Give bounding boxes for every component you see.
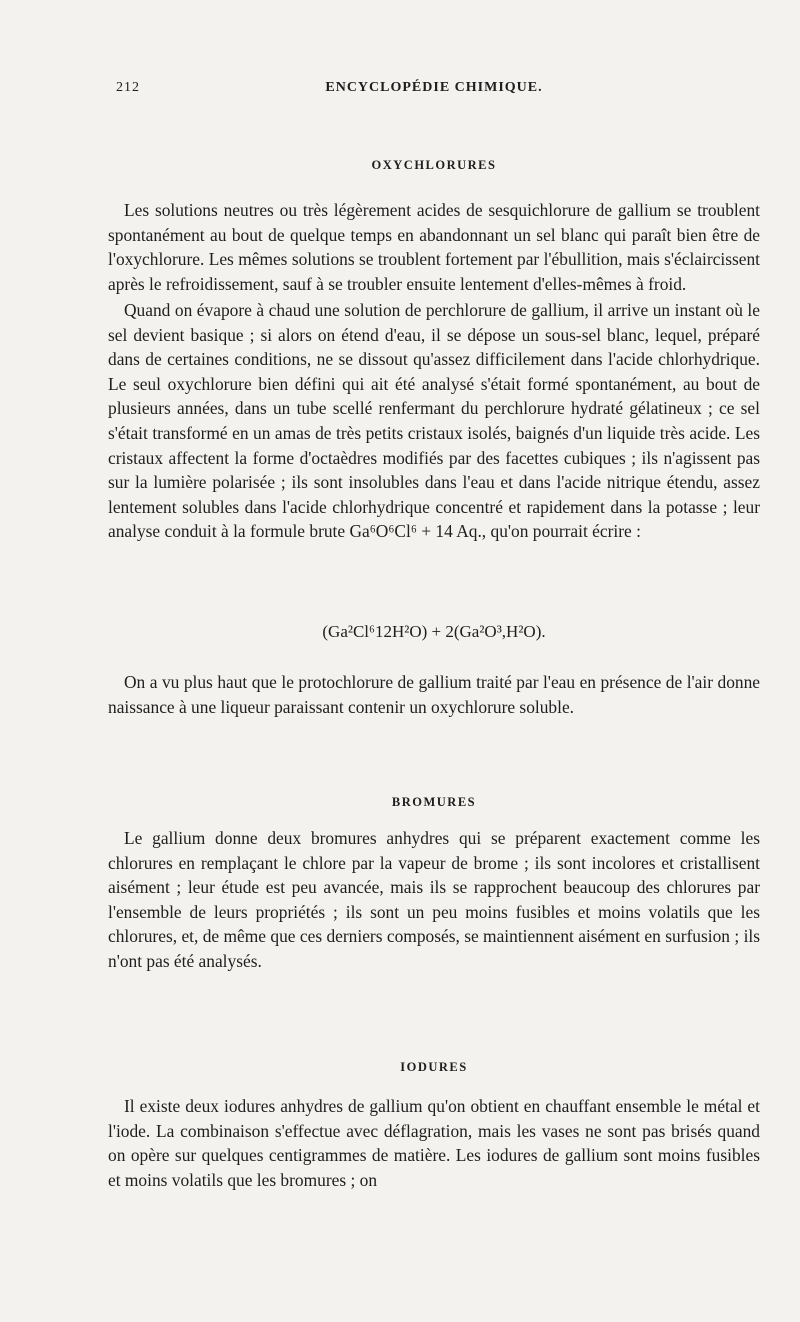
running-title: ENCYCLOPÉDIE CHIMIQUE. (325, 80, 543, 95)
paragraph-oxychlorures-2-text: Quand on évapore à chaud une solution de perchlorure de gallium, il arrive un instant où le sel devient basique ; si alors on étend d'eau, il se dépose un sous-sel blanc, lequel, préparé dans de certaines conditions, ne se dissout qu'assez difficilement dans l'acide chlorhydrique. Le seul oxychlorure bien défini qui ait été analysé s'était formé spontanément, au bout de plusieurs années, dans un tube scellé renfermant du perchlorure hydraté gélatineux ; ce sel s'était transformé en un amas de très petits cristaux isolés, baignés d'un liquide très acide. Les cristaux affectent la forme d'octaèdres modifiés par des facettes cubiques ; ils n'agissent pas sur la lumière polarisée ; ils sont insolubles dans l'eau et dans l'acide nitrique étendu, assez lentement solubles dans l'acide chlorhydrique concentré et rapidement dans la potasse ; leur analyse conduit à la formule brute (108, 300, 760, 542)
page-number: 212 (116, 80, 140, 95)
paragraph-iodures-1: Il existe deux iodures anhydres de gallium qu'on obtient en chauffant ensemble le métal et l'iode. La combinaison s'effectue avec déflagration, mais les vases ne sont pas brisés quand on opère sur quelques centigrammes de matière. Les iodures de gallium sont moins fusibles et moins volatils que les bromures ; on (108, 1096, 760, 1190)
paragraph-oxychlorures-2 (108, 298, 760, 544)
section-heading-iodures: IODURES (400, 1060, 468, 1074)
section-heading-bromures: BROMURES (391, 795, 477, 809)
running-header (108, 80, 760, 100)
paragraph-oxychlorures-3: On a vu plus haut que le protochlorure de gallium traité par l'eau en présence de l'air donne naissance à une liqueur paraissant contenir un oxychlorure soluble. (108, 672, 760, 717)
paragraph-bromures-1: Le gallium donne deux bromures anhydres qui se préparent exactement comme les chlorures en remplaçant le chlore par la vapeur de brome ; ils sont incolores et cristallisent aisément ; leur étude est peu avancée, mais ils se rapprochent beaucoup des chlorures par l'ensemble de leurs propriétés ; ils sont un peu moins fusibles et moins volatils que les chlorures, et, de même que ces derniers composés, se maintiennent aisément en surfusion ; ils n'ont pas été analysés. (108, 828, 760, 971)
section-heading-oxychlorures: OXYCHLORURES (371, 158, 497, 172)
paragraph-oxychlorures-1: Les solutions neutres ou très légèrement acides de sesquichlorure de gallium se troublent spontanément au bout de quelque temps en abandonnant un sel blanc qui paraît bien être de l'oxychlorure. Les mêmes solutions se troublent fortement par l'ébullition, mais s'éclaircissent après le refroidissement, sauf à se troubler ensuite lentement d'elles-mêmes à froid. (108, 200, 760, 294)
inline-formula: Ga⁶O⁶Cl⁶ + 14 Aq., qu'on pourrait écrire : (349, 521, 641, 542)
formula-oxychlorure: (Ga²Cl⁶12H²O) + 2(Ga²O³,H²O). (322, 622, 546, 641)
